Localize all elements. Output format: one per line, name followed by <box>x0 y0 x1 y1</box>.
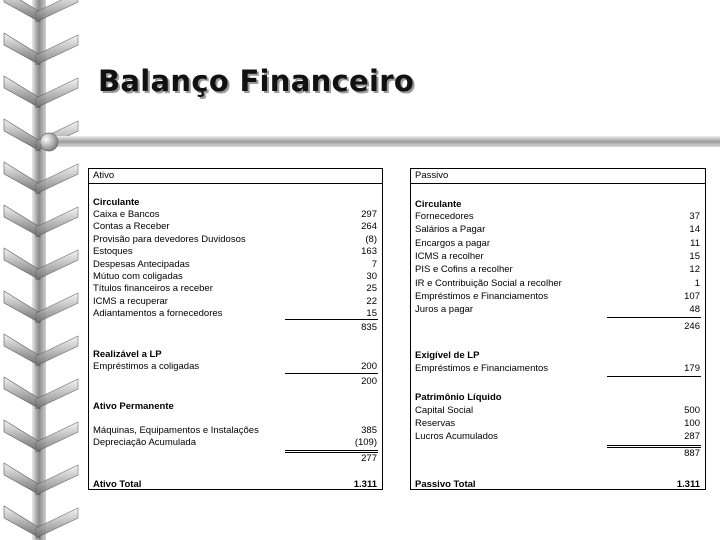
line-item-value: 15 <box>366 308 377 320</box>
line-item-value: 107 <box>684 290 700 302</box>
passivo-patrimonio-title: Patrimônio Líquido <box>415 392 502 403</box>
line-item-label: IR e Contribuição Social a recolher <box>415 277 562 289</box>
line-item-label: Juros a pagar <box>415 304 474 316</box>
ativo-permanente-item-label: Máquinas, Equipamentos e Instalações <box>93 425 259 436</box>
ativo-permanente-title: Ativo Permanente <box>93 401 174 412</box>
line-item-label: ICMS a recuperar <box>93 295 168 307</box>
ativo-permanente-item-label: Depreciação Acumulada <box>93 437 196 448</box>
line-item-label: Empréstimos e Financiamentos <box>415 290 549 302</box>
line-item-value: 1 <box>694 277 700 289</box>
line-item-label: Fornecedores <box>415 211 474 222</box>
line-item-value: 11 <box>690 237 700 249</box>
passivo-patrimonio-item-value: 100 <box>684 418 700 429</box>
passivo-total-label: Passivo Total <box>415 479 476 490</box>
ativo-realizavel-item-label: Empréstimos a coligadas <box>93 361 200 372</box>
line-item-label: Adiantamentos a fornecedores <box>93 308 223 320</box>
page-title: Balanço Financeiro <box>98 64 415 98</box>
horizontal-rule-decoration <box>40 132 720 154</box>
passivo-exigivel-title: Exigível de LP <box>415 350 480 361</box>
line-item-label: Provisão para devedores Duvidosos <box>93 233 246 245</box>
ativo-realizavel-subtotal: 200 <box>361 376 377 387</box>
passivo-header-label: Passivo <box>415 170 449 181</box>
passivo-patrimonio-item-label: Lucros Acumulados <box>415 431 498 442</box>
passivo-circulante-subtotal: 246 <box>684 321 700 332</box>
line-item-value: 37 <box>689 211 700 222</box>
subtotal-rule <box>607 376 701 377</box>
ativo-table <box>88 168 383 490</box>
line-item-value: 25 <box>366 283 377 295</box>
line-item-label: Caixa e Bancos <box>93 209 160 220</box>
ativo-header <box>89 169 382 184</box>
line-item-label: Despesas Antecipadas <box>93 258 190 270</box>
line-item-label: ICMS a recolher <box>415 250 484 262</box>
line-item-label: Estoques <box>93 246 133 258</box>
ativo-total-value: 1.311 <box>353 479 377 490</box>
passivo-patrimonio-item-value: 287 <box>684 431 700 442</box>
spiral-binding-decoration <box>0 0 90 540</box>
line-item-label: Mútuo com coligadas <box>93 271 183 282</box>
subtotal-rule <box>607 317 701 318</box>
subtotal-rule <box>285 319 378 320</box>
passivo-circulante-title: Circulante <box>415 199 462 210</box>
ativo-circulante-title: Circulante <box>93 197 140 208</box>
line-item-value: 163 <box>361 246 377 258</box>
ativo-total-label: Ativo Total <box>93 479 142 490</box>
passivo-total-value: 1.311 <box>676 479 700 490</box>
line-item-label: Encargos a pagar <box>415 237 490 249</box>
ativo-permanente-item-value: (109) <box>354 437 377 448</box>
line-item-value: 22 <box>366 295 377 307</box>
line-item-value: (8) <box>365 233 377 245</box>
passivo-patrimonio-item-value: 500 <box>684 405 700 416</box>
line-item-value: 14 <box>689 224 700 236</box>
passivo-exigivel-item-value: 179 <box>684 363 700 374</box>
line-item-label: Salários a Pagar <box>415 224 486 236</box>
line-item-value: 264 <box>361 221 377 233</box>
ativo-permanente-subtotal: 277 <box>361 453 377 464</box>
passivo-exigivel-item-label: Empréstimos e Financiamentos <box>415 363 549 374</box>
passivo-table <box>410 168 706 490</box>
line-item-value: 48 <box>689 304 700 316</box>
passivo-patrimonio-subtotal: 887 <box>684 448 700 459</box>
line-item-label: PIS e Cofins a recolher <box>415 264 513 276</box>
ativo-header-label: Ativo <box>93 170 115 181</box>
ativo-realizavel-title: Realizável a LP <box>93 349 162 360</box>
passivo-patrimonio-item-label: Capital Social <box>415 405 474 416</box>
ativo-permanente-item-value: 385 <box>361 425 377 436</box>
line-item-value: 7 <box>371 258 377 270</box>
line-item-value: 15 <box>689 250 700 262</box>
passivo-patrimonio-item-label: Reservas <box>415 418 456 429</box>
line-item-label: Títulos financeiros a receber <box>93 283 213 295</box>
line-item-value: 12 <box>689 264 700 276</box>
ativo-circulante-subtotal: 835 <box>361 322 377 333</box>
line-item-value: 30 <box>366 271 377 282</box>
subtotal-rule <box>285 373 378 374</box>
ativo-realizavel-item-value: 200 <box>361 361 377 372</box>
line-item-value: 297 <box>361 209 377 220</box>
passivo-header <box>411 169 705 184</box>
line-item-label: Contas a Receber <box>93 221 170 233</box>
